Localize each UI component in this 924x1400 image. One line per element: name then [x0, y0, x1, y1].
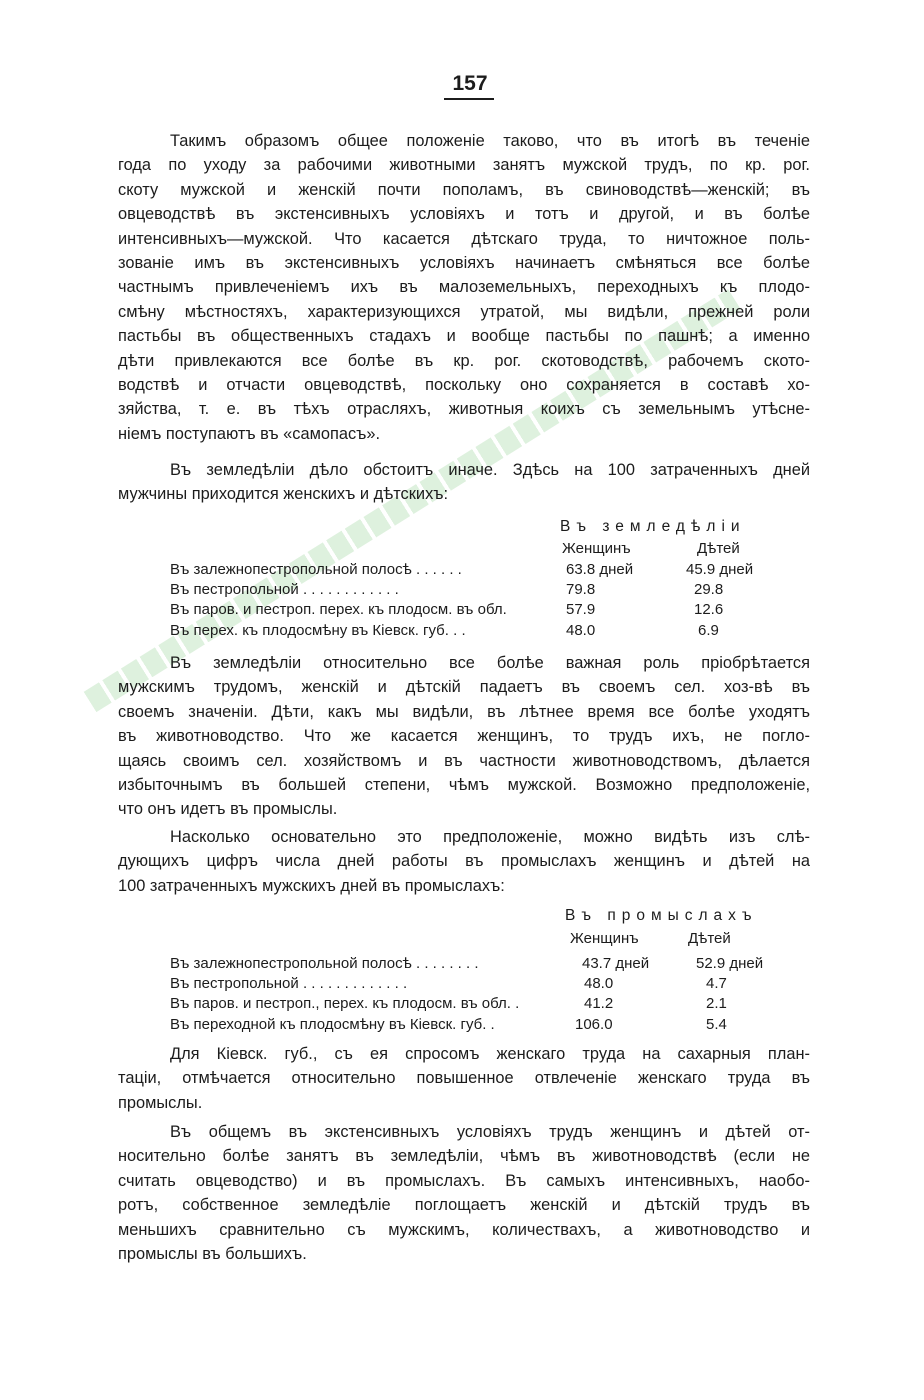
page-number: 157: [452, 72, 488, 95]
children-value: 29.8: [694, 581, 724, 598]
children-value: 6.9: [698, 622, 719, 639]
text-line: Для Кіевск. губ., съ ея спросомъ женскаго труда на сахарныя план-: [170, 1045, 810, 1063]
table-row: [170, 1016, 810, 1037]
children-value: 4.7: [706, 975, 727, 992]
table-2-col-women: Женщинъ: [570, 930, 639, 947]
paragraph-2: [118, 458, 810, 507]
children-value: 45.9 дней: [686, 561, 754, 578]
women-value: 43.7 дней: [582, 955, 650, 972]
row-label: Въ пестропольной . . . . . . . . . . . .: [170, 581, 399, 598]
text-line: ніемъ поступаютъ въ «самопасъ».: [118, 424, 381, 443]
text-line: пастьбы въ общественныхъ стадахъ и вообще пастьбы по пашнѣ; а именно: [118, 327, 810, 346]
row-label: Въ пестропольной . . . . . . . . . . . . .: [170, 975, 408, 992]
text-line: въ животноводство. Что же касается женщинъ, то трудъ ихъ, не погло-: [118, 727, 810, 746]
text-line: меньшихъ сравнительно съ мужскимъ, количествахъ, а животноводство и: [118, 1220, 810, 1239]
text-line: зованіе имъ въ экстенсивныхъ условіяхъ начинаетъ смѣняться все болѣе: [118, 253, 810, 272]
children-value: 5.4: [706, 1016, 727, 1033]
row-label: Въ паров. и пестроп., перех. къ плодосм. въ обл. .: [170, 995, 520, 1012]
table-row: [170, 561, 810, 582]
row-label: Въ залежнопестропольной полосѣ . . . . . . . .: [170, 955, 479, 972]
text-line: промыслы въ большихъ.: [118, 1244, 307, 1263]
text-line: мужчины приходится женскихъ и дѣтскихъ:: [118, 485, 449, 504]
text-line: водствѣ и отчасти овцеводствѣ, поскольку оно сохраняется в составѣ хо-: [118, 375, 810, 394]
children-value: 2.1: [706, 995, 727, 1012]
text-line: скоту мужской и женскій почти пополамъ, въ свиноводствѣ—женскій; въ: [118, 180, 810, 199]
text-line: своемъ значеніи. Дѣти, какъ мы видѣли, въ лѣтнее время все болѣе уходятъ: [118, 702, 810, 721]
page-number-underline: [444, 98, 494, 100]
table-1-col-children: Дѣтей: [697, 540, 740, 557]
table-row: [170, 622, 810, 643]
children-value: 12.6: [694, 601, 724, 618]
paragraph-6: [118, 1120, 810, 1266]
table-row: [170, 601, 810, 622]
row-label: Въ залежнопестропольной полосѣ . . . . . .: [170, 561, 462, 578]
text-line: Насколько основательно это предположеніе, можно видѣть изъ слѣ-: [170, 828, 810, 846]
table-row: [170, 975, 810, 996]
text-line: таціи, отмѣчается относительно повышенное отвлеченіе женскаго труда въ: [118, 1069, 810, 1088]
text-line: Въ общемъ въ экстенсивныхъ условіяхъ трудъ женщинъ и дѣтей от-: [170, 1123, 810, 1141]
text-line: избыточнымъ въ большей степени, чѣмъ мужской. Возможно предположеніе,: [118, 775, 810, 794]
table-row: [170, 581, 810, 602]
text-line: года по уходу за рабочими животными занятъ мужской трудъ, по кр. рог.: [118, 156, 810, 175]
text-line: ротъ, собственное земледѣліе поглощаетъ женскій и дѣтскій трудъ въ: [118, 1196, 810, 1215]
text-line: носительно болѣе занятъ въ земледѣліи, чѣмъ въ животноводствѣ (если не: [118, 1147, 810, 1166]
text-line: Въ земледѣліи относительно все болѣе важная роль пріобрѣтается: [170, 654, 810, 672]
row-label: Въ паров. и пестроп. перех. къ плодосм. въ обл.: [170, 601, 507, 618]
women-value: 48.0: [566, 622, 596, 639]
women-value: 106.0: [575, 1016, 613, 1033]
table-row: [170, 955, 810, 976]
table-1-title: Въ земледѣліи: [560, 518, 746, 535]
text-line: дѣти привлекаются все болѣе въ кр. рог. скотоводствѣ, рабочемъ ското-: [118, 351, 810, 370]
text-line: дующихъ цифръ числа дней работы въ промыслахъ женщинъ и дѣтей на: [118, 852, 810, 871]
text-line: 100 затраченныхъ мужскихъ дней въ промыслахъ:: [118, 876, 505, 895]
text-line: частнымъ привлеченіемъ ихъ въ малоземельныхъ, переходныхъ къ плодо-: [118, 278, 810, 297]
row-label: Въ перех. къ плодосмѣну въ Кіевск. губ. . .: [170, 622, 466, 639]
paragraph-3: [118, 651, 810, 822]
text-line: что онъ идетъ въ промыслы.: [118, 800, 338, 819]
paragraph-5: [118, 1042, 810, 1115]
women-value: 41.2: [584, 995, 614, 1012]
text-line: Въ земледѣліи дѣло обстоитъ иначе. Здѣсь на 100 затраченныхъ дней: [170, 461, 810, 479]
children-value: 52.9 дней: [696, 955, 764, 972]
table-2-title: Въ промыслахъ: [565, 907, 758, 924]
text-line: смѣну мѣстностяхъ, характеризующихся утратой, мы видѣли, прежней роли: [118, 302, 810, 321]
paragraph-1: [118, 129, 810, 446]
text-line: Такимъ образомъ общее положеніе таково, что въ итогѣ въ теченіе: [170, 132, 810, 150]
women-value: 63.8 дней: [566, 561, 634, 578]
text-line: промыслы.: [118, 1093, 203, 1112]
women-value: 79.8: [566, 581, 596, 598]
women-value: 57.9: [566, 601, 596, 618]
table-1-col-women: Женщинъ: [562, 540, 631, 557]
women-value: 48.0: [584, 975, 614, 992]
text-line: мужскимъ трудомъ, женскій и дѣтскій падаетъ въ своемъ сел. хоз-вѣ въ: [118, 678, 810, 697]
text-line: щаясь своимъ сел. хозяйствомъ и въ частности животноводствомъ, дѣлается: [118, 751, 810, 770]
row-label: Въ переходной къ плодосмѣну въ Кіевск. губ. .: [170, 1016, 495, 1033]
text-line: считать овцеводство) и въ промыслахъ. Въ самыхъ интенсивныхъ, наобо-: [118, 1171, 810, 1190]
paragraph-4: [118, 825, 810, 898]
text-line: зяйства, т. е. въ тѣхъ отрасляхъ, животныя коихъ съ земельнымъ утѣсне-: [118, 400, 810, 419]
table-row: [170, 995, 810, 1016]
text-line: интенсивныхъ—мужской. Что касается дѣтскаго труда, то ничтожное поль-: [118, 229, 810, 248]
text-line: овцеводствѣ въ экстенсивныхъ условіяхъ и тотъ и другой, и въ болѣе: [118, 205, 810, 224]
table-2-col-children: Дѣтей: [688, 930, 731, 947]
